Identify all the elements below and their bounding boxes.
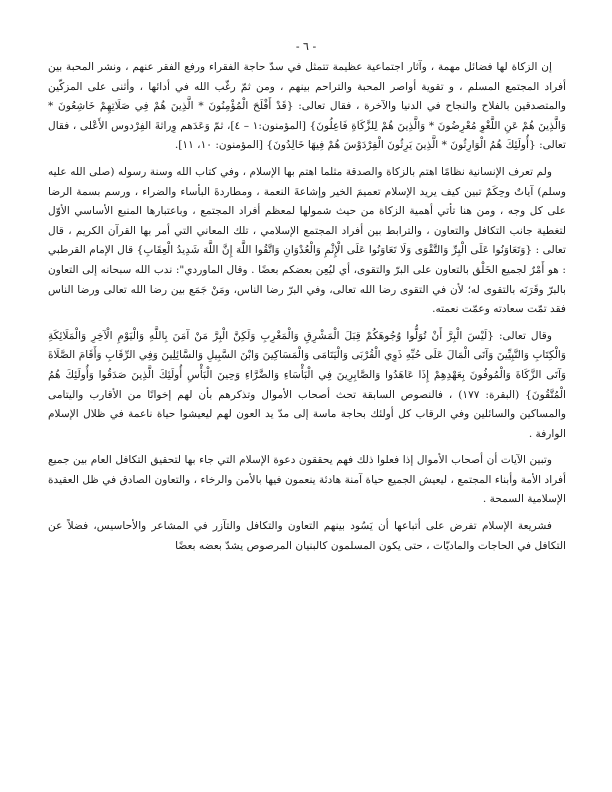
page-body xyxy=(48,58,566,563)
paragraph-sharia-solidarity: فشريعة الإسلام تفرض على أتباعها أن يَسُود بينهم التعاون والتكافل والتآزر في المشاعر والأحاسيس، فضلاً عن التكافل في الحاجات والماديّات ، حتى يكون المسلمون كالبنيان المرصوص يشدّ بعضه بعضًا xyxy=(48,520,566,552)
paragraph-zakat-virtues: إن الزكاة لها فضائل مهمة ، وآثار اجتماعية عظيمة تتمثل في سدّ حاجة الفقراء ورفع الفقر عنهم ، ونشر المحبة بين أفراد المجتمع المسلم ، و تقوية أواصر المحبة والتراحم بينهم ، ومن ثمّ رغّب الله في أدائها ، وأثنى على المزكّين والمتصدقين بالفلاح والنجاح في الدنيا والآخرة ، فقال تعالى: {قَدْ أَفْلَحَ الْمُؤْمِنُونَ * الَّذِينَ هُمْ فِي صَلَاتِهِمْ خَاشِعُونَ * وَالَّذِينَ هُمْ عَنِ اللَّغْوِ مُعْرِضُونَ * وَالَّذِينَ هُمْ لِلزَّكَاةِ فَاعِلُونَ} [المؤمنون:١ – ٤]، ثمّ وَعَدَهم وِراثةَ الفِرْدوس الأَعْلى ، فقال تعالى: {أُولَئِكَ هُمُ الْوَارِثُونَ * الَّذِينَ يَرِثُونَ الْفِرْدَوْسَ هُمْ فِيهَا خَالِدُونَ} [المؤمنون: ١٠، ١١]. xyxy=(48,61,566,152)
page-number: - ٦ - xyxy=(295,40,317,53)
paragraph-birr-verse: وقال تعالى: {لَيْسَ الْبِرَّ أَنْ تُوَلُّوا وُجُوهَكُمْ قِبَلَ الْمَشْرِقِ وَالْمَغْرِبِ وَلَكِنَّ الْبِرَّ مَنْ آمَنَ بِاللَّهِ وَالْيَوْمِ الْآخِرِ وَالْمَلَائِكَةِ وَالْكِتَابِ وَالنَّبِيِّينَ وَآتَى الْمَالَ عَلَى حُبِّهِ ذَوِي الْقُرْبَى وَالْيَتَامَى وَالْمَسَاكِينَ وَابْنَ السَّبِيلِ وَالسَّائِلِينَ وَفِي الرِّقَابِ وَأَقَامَ الصَّلَاةَ وَآتَى الزَّكَاةَ وَالْمُوفُونَ بِعَهْدِهِمْ إِذَا عَاهَدُوا وَالصَّابِرِينَ فِي الْبَأْسَاءِ وَالضَّرَّاءِ وَحِينَ الْبَأْسِ أُولَئِكَ الَّذِينَ صَدَقُوا وَأُولَئِكَ هُمُ الْمُتَّقُونَ} (البقرة: ١٧٧) ، فالنصوص السابقة تحث أصحاب الأموال وتذكرهم بأن لهم إخوانًا من الأقارب واليتامى والمساكين والسائلين وفي الرقاب كل أولئك بحاجة ماسة إلى مدّ يد العون لهم ليعيشوا حياة ناعمة في ظلال الإسلام الوارفة . xyxy=(48,329,566,440)
paragraph-verses-explanation: وتبين الآيات أن أصحاب الأموال إذا فعلوا ذلك فهم يحققون دعوة الإسلام التي جاء بها لتحقيق التكافل العام بين جميع أفراد الأمة وأبناء المجتمع ، ليعيش الجميع حياة آمنة هادئة ينعمون فيها بالأمن والرخاء ، والتعاون الصادق في ظل العقيدة الإسلامية السمحة . xyxy=(48,454,566,506)
paragraph-islam-zakat-care: ولم تعرف الإنسانية نظامًا اهتم بالزكاة والصدقة مثلما اهتم بها الإسلام ، وفي كتاب الله وسنة رسوله (صلى الله عليه وسلم) آياتٌ وحِكَمٌ تبين كيف يريد الإسلام تعميمَ الخير وإشاعةَ النعمة ، ومطاردةَ البأساء والضراء ، ورسم بسمة الرضا على كل وجه ، ومن هنا تأتي أهمية الزكاة من حيث شمولها لمعظم أفراد المجتمع ، وباعتبارها المنبع الأساسي الأوّل لتغطية جانب التكافل والتعاون ، والترابط بين أفراد المجتمع الإسلامي ، تلك المعاني التي أمر بها القرآن الكريم ، قال تعالى : {وَتَعَاوَنُوا عَلَى الْبِرِّ وَالتَّقْوَى وَلَا تَعَاوَنُوا عَلَى الْإِثْمِ وَالْعُدْوَانِ وَاتَّقُوا اللَّهَ إِنَّ اللَّهَ شَدِيدُ الْعِقَابِ} قال الإمام القرطبي : هو أَمْرٌ لجميع الخَلْق بالتعاون على البرّ والتقوى، أي ليُعِن بعضكم بعضًا . وقال الماوردي": ندب الله سبحانه إلى التعاون بالبرّ وقَرَنَه بالتقوى له؛ لأن في التقوى رضا الله تعالى، وفي البرّ رضا الناس، ومَنْ جَمَع بين رضا الله تعالى ورضا الناس فقد تمّت سعادته وعمّت نعمته. xyxy=(48,165,566,316)
